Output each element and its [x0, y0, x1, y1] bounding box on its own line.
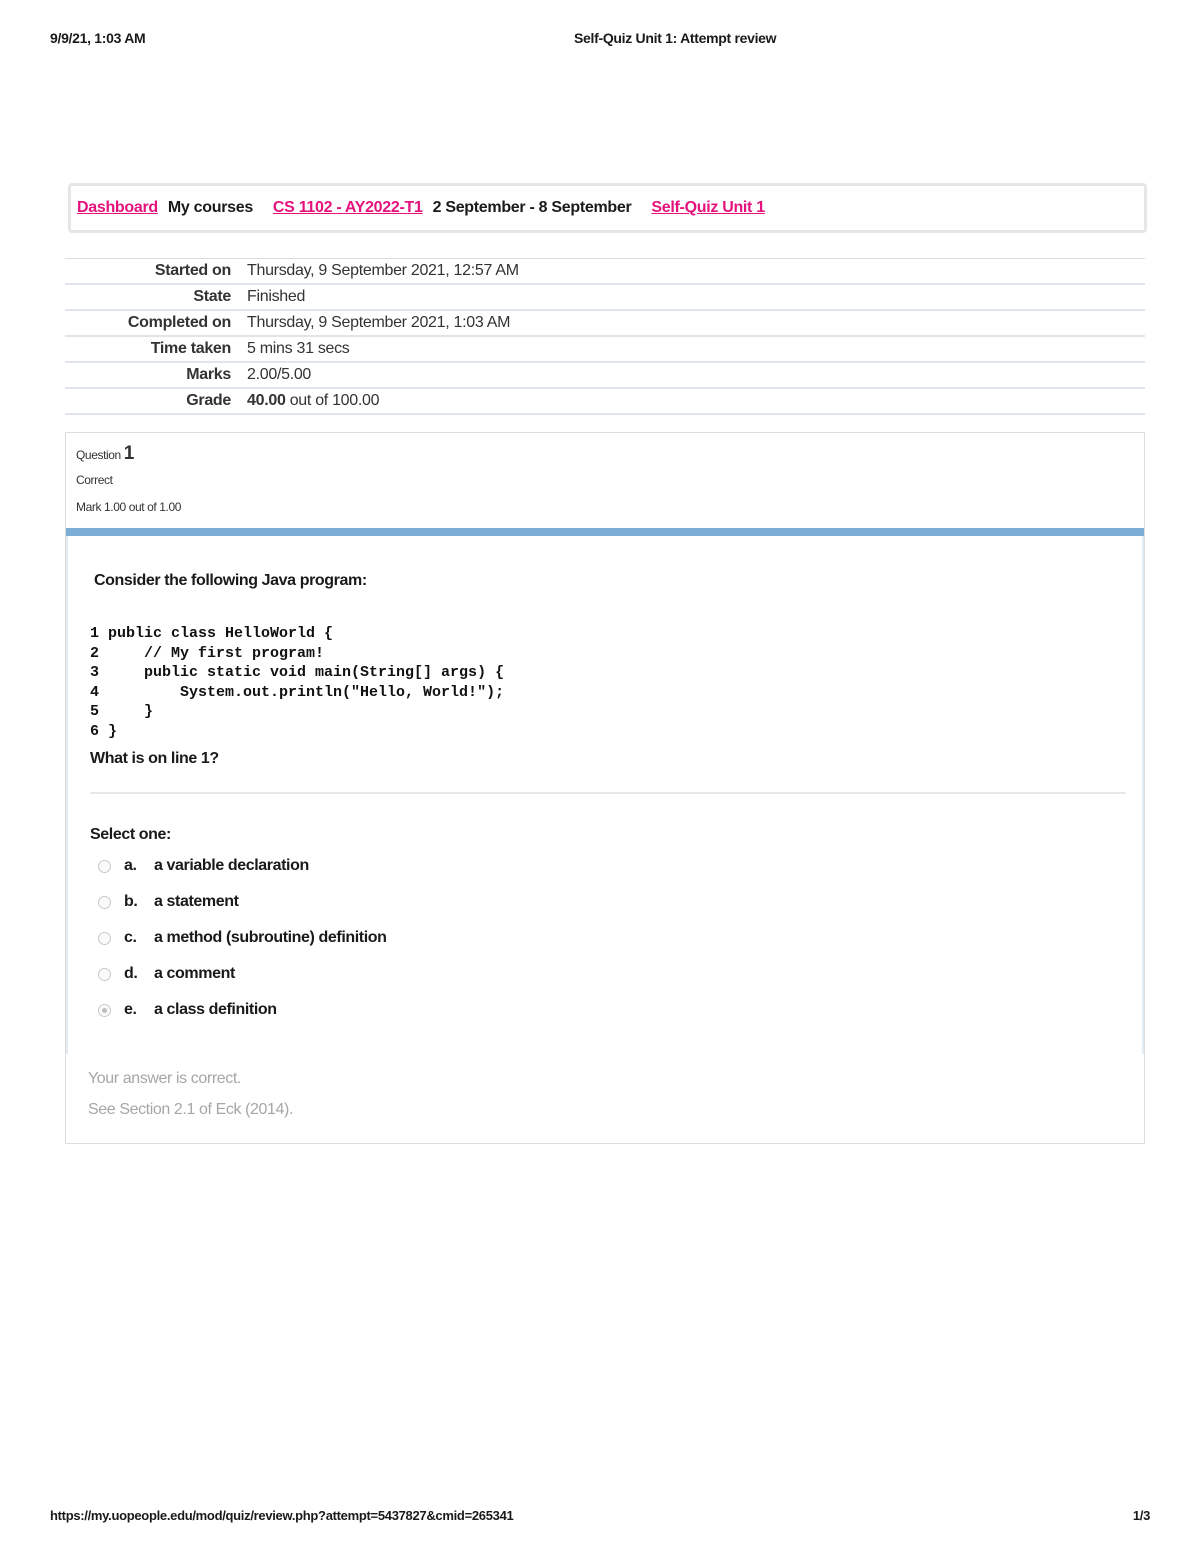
option-letter: c. — [124, 929, 137, 946]
grade-value: 40.00 — [247, 392, 286, 409]
question-label: Question — [76, 448, 121, 462]
grade-label: Grade — [186, 392, 231, 409]
breadcrumb-dashboard-link[interactable]: Dashboard — [77, 199, 158, 216]
question-number — [76, 443, 1134, 467]
radio-button[interactable] — [98, 896, 111, 909]
answer-option-d[interactable] — [98, 956, 387, 992]
feedback-reference: See Section 2.1 of Eck (2014). — [88, 1101, 294, 1118]
option-letter: b. — [124, 893, 138, 910]
feedback-correct: Your answer is correct. — [88, 1070, 241, 1087]
answer-option-e[interactable] — [98, 992, 387, 1028]
question-text: What is on line 1? — [90, 750, 219, 767]
question-formulation — [66, 536, 1144, 1054]
option-text: a statement — [154, 893, 239, 910]
time-taken-label: Time taken — [150, 340, 231, 357]
summary-row-marks — [65, 363, 1145, 389]
print-header — [50, 30, 1150, 50]
option-letter: e. — [124, 1001, 137, 1018]
option-text: a method (subroutine) definition — [154, 929, 387, 946]
question-divider-bar — [66, 528, 1144, 536]
marks-value: 2.00/5.00 — [247, 366, 312, 383]
breadcrumb-week: 2 September - 8 September — [432, 199, 632, 216]
summary-row-grade — [65, 389, 1145, 415]
question-block — [65, 432, 1145, 1144]
breadcrumb-quiz-link[interactable]: Self-Quiz Unit 1 — [651, 199, 765, 216]
completed-value: Thursday, 9 September 2021, 1:03 AM — [247, 314, 511, 331]
breadcrumb — [68, 183, 1147, 233]
grade-suffix: out of 100.00 — [289, 392, 380, 409]
answer-option-a[interactable] — [98, 848, 387, 884]
marks-label: Marks — [186, 366, 231, 383]
question-mark: Mark 1.00 out of 1.00 — [76, 500, 182, 514]
started-label: Started on — [154, 262, 231, 279]
question-info — [66, 433, 1144, 529]
question-number-value: 1 — [123, 443, 134, 464]
option-letter: a. — [124, 857, 137, 874]
print-footer — [50, 1508, 1150, 1528]
print-date: 9/9/21, 1:03 AM — [50, 30, 146, 46]
started-value: Thursday, 9 September 2021, 12:57 AM — [247, 262, 519, 279]
state-label: State — [193, 288, 231, 305]
code-listing: 1 public class HelloWorld { 2 // My first program! 3 public static void main(String[] args) { 4 System.out.println("Hello, World!"); 5 } 6 } — [90, 625, 505, 740]
option-text: a class definition — [154, 1001, 277, 1018]
question-divider — [90, 792, 1126, 794]
summary-row-time — [65, 337, 1145, 363]
radio-button[interactable] — [98, 968, 111, 981]
print-page-number: 1/3 — [1132, 1508, 1150, 1523]
question-status: Correct — [76, 473, 113, 487]
answer-option-c[interactable] — [98, 920, 387, 956]
option-text: a variable declaration — [154, 857, 309, 874]
breadcrumb-my-courses: My courses — [167, 199, 253, 216]
select-one-prompt: Select one: — [90, 826, 171, 843]
summary-row-state — [65, 285, 1145, 311]
summary-row-started — [65, 259, 1145, 285]
summary-row-completed — [65, 311, 1145, 337]
attempt-summary-table — [65, 258, 1145, 415]
time-taken-value: 5 mins 31 secs — [247, 340, 350, 357]
question-intro: Consider the following Java program: — [94, 572, 367, 589]
answer-options — [98, 848, 387, 1028]
option-letter: d. — [124, 965, 138, 982]
completed-label: Completed on — [127, 314, 231, 331]
print-page-title: Self-Quiz Unit 1: Attempt review — [574, 30, 777, 46]
question-feedback — [88, 1063, 293, 1125]
state-value: Finished — [247, 288, 306, 305]
radio-button[interactable] — [98, 860, 111, 873]
radio-button[interactable] — [98, 932, 111, 945]
radio-button-selected[interactable] — [98, 1004, 111, 1017]
grade-value-cell — [231, 392, 379, 410]
breadcrumb-course-link[interactable]: CS 1102 - AY2022-T1 — [272, 199, 423, 216]
answer-option-b[interactable] — [98, 884, 387, 920]
print-url: https://my.uopeople.edu/mod/quiz/review.php?attempt=5437827&cmid=265341 — [50, 1508, 514, 1523]
option-text: a comment — [154, 965, 235, 982]
